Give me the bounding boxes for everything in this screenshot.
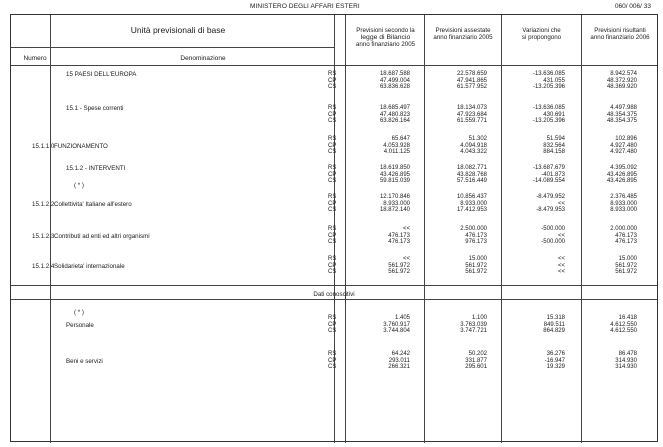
- row-value: 15.000: [618, 256, 637, 262]
- row-value: 18.687.588: [379, 71, 410, 77]
- row-value: 65.647: [391, 136, 410, 142]
- header-split-line: [11, 47, 335, 48]
- row-value: 4.043.322: [460, 149, 487, 156]
- row-type-code: RS: [328, 256, 337, 262]
- row-value: 331.877: [465, 357, 487, 364]
- row-value: 48.372.920: [606, 77, 637, 84]
- header-bottom-line: [11, 65, 657, 66]
- row-value: 86.478: [618, 351, 637, 357]
- row-value: 18.134.073: [456, 105, 487, 111]
- row-value: 4.094.918: [460, 142, 487, 149]
- row-type-code: RS: [328, 194, 337, 200]
- row-value: 43.426.895: [606, 171, 637, 178]
- row-value: -13.205.396: [532, 118, 565, 125]
- row-value: 561.972: [465, 262, 487, 269]
- divider-numero: [50, 15, 51, 443]
- row-value: 61.577.952: [456, 84, 487, 91]
- row-label: 15.1 - Spese correnti: [66, 105, 124, 112]
- row-type-code: CS: [328, 328, 337, 335]
- row-type-code: CP: [328, 200, 337, 207]
- row-label: Beni e servizi: [66, 357, 103, 365]
- dati-top-line: [11, 285, 657, 286]
- col4-header: Previsioni risultanti anno finanziario 2006: [590, 27, 650, 41]
- row-value: 561.972: [465, 269, 487, 276]
- row-label: FUNZIONAMENTO: [54, 142, 108, 150]
- row-value: 43.426.895: [606, 178, 637, 185]
- row-value: 561.972: [615, 262, 637, 269]
- row-value: 43.828.768: [456, 171, 487, 178]
- row-value: 48.354.375: [606, 118, 637, 125]
- row-value: 18.619.850: [379, 165, 410, 171]
- row-value: 1.405: [394, 315, 410, 321]
- row-value: -13.636.085: [532, 71, 565, 77]
- row-value: 864.829: [543, 328, 565, 335]
- row-value: 18.872.140: [379, 207, 410, 214]
- row-value: 3.763.039: [460, 321, 487, 328]
- row-number: 15.1.2.3: [32, 232, 55, 240]
- ministry-title: MINISTERO DEGLI AFFARI ESTERI: [250, 3, 360, 10]
- row-value: <<: [557, 256, 565, 262]
- row-value: 476.173: [615, 232, 637, 239]
- row-value: -8.479.952: [536, 194, 565, 200]
- row-value: 4.927.480: [610, 149, 637, 156]
- row-value: 2.500.000: [460, 226, 487, 232]
- row-value: -13.636.085: [532, 105, 565, 111]
- row-value: 18.685.497: [379, 105, 410, 111]
- row-value: 849.511: [543, 321, 565, 328]
- row-value: 63.826.164: [379, 118, 410, 125]
- row-type-code: CS: [328, 364, 337, 371]
- row-label: 15.1.2 - INTERVENTI: [66, 165, 126, 172]
- row-value: <<: [557, 232, 565, 239]
- row-value: 431.055: [543, 77, 565, 84]
- row-value: 561.972: [388, 262, 410, 269]
- row-value: 476.173: [388, 232, 410, 239]
- row-value: 476.173: [388, 239, 410, 246]
- row-type-code: CP: [328, 232, 337, 239]
- row-value: -13.205.396: [532, 84, 565, 91]
- row-value: 4.053.928: [383, 142, 410, 149]
- row-value: -8.479.953: [536, 207, 565, 214]
- row-value: 3.744.804: [383, 328, 410, 335]
- row-value: -401.873: [541, 171, 565, 178]
- row-value: 4.497.988: [610, 105, 637, 111]
- row-value: 3.760.917: [383, 321, 410, 328]
- row-value: 561.972: [388, 269, 410, 276]
- row-value: <<: [557, 200, 565, 207]
- row-value: 476.173: [465, 232, 487, 239]
- row-value: 4.395.092: [610, 165, 637, 171]
- row-type-code: CS: [328, 207, 337, 214]
- row-type-code: RS: [328, 71, 337, 77]
- row-value: 17.412.953: [456, 207, 487, 214]
- denominazione-header: Denominazione: [180, 55, 226, 62]
- row-type-code: CS: [328, 269, 337, 276]
- row-type-code: CS: [328, 84, 337, 91]
- row-value: <<: [557, 262, 565, 269]
- row-value: 4.011.125: [383, 149, 410, 156]
- numero-header: Numero: [23, 55, 47, 62]
- row-type-code: RS: [328, 315, 337, 321]
- row-value: 561.972: [615, 269, 637, 276]
- row-value: 59.815.039: [379, 178, 410, 185]
- row-type-code: CP: [328, 321, 337, 328]
- row-value: 15.318: [546, 315, 565, 321]
- row-value: <<: [402, 256, 410, 262]
- row-value: 8.933.000: [383, 200, 410, 207]
- row-value: 314.930: [615, 357, 637, 364]
- row-value: 48.354.375: [606, 111, 637, 118]
- row-value: 976.173: [465, 239, 487, 246]
- row-value: 8.942.574: [610, 71, 637, 77]
- row-value: 476.173: [615, 239, 637, 246]
- row-value: 47.480.823: [379, 111, 410, 118]
- row-value: -500.000: [541, 239, 565, 246]
- row-value: 8.933.000: [460, 200, 487, 207]
- row-value: 43.426.895: [379, 171, 410, 178]
- row-value: -14.089.554: [532, 178, 565, 185]
- row-label: 15 PAESI DELL'EUROPA: [66, 71, 137, 78]
- col1-header: Previsioni secondo la legge di Bilancio anno finanziario 2005: [355, 27, 416, 48]
- row-value: 1.100: [471, 315, 487, 321]
- row-value: 102.896: [615, 136, 637, 142]
- col2-header: Previsioni assestate anno finanziario 2005: [433, 27, 493, 41]
- row-value: 8.933.000: [610, 207, 637, 214]
- row-value: 47.923.684: [456, 111, 487, 118]
- row-label: Collettivita' Italiane all'estero: [54, 200, 132, 208]
- row-label: Personale: [66, 321, 94, 329]
- row-value: 51.302: [468, 136, 487, 142]
- row-value: 2.376.485: [610, 194, 637, 200]
- row-type-code: RS: [328, 136, 337, 142]
- row-value: 4.612.550: [610, 321, 637, 328]
- row-value: 18.082.771: [456, 165, 487, 171]
- row-value: 8.933.000: [610, 200, 637, 207]
- row-value: 51.594: [546, 136, 565, 142]
- row-value: 57.516.449: [456, 178, 487, 185]
- row-type-code: CP: [328, 77, 337, 84]
- row-value: 293.011: [388, 357, 410, 364]
- row-value: 47.941.865: [456, 77, 487, 84]
- row-value: -13.687.679: [532, 165, 565, 171]
- row-value: 50.202: [468, 351, 487, 357]
- row-value: 832.564: [543, 142, 565, 149]
- row-number: 15.1.1.0: [32, 142, 55, 150]
- row-value: 61.559.771: [456, 118, 487, 125]
- row-type-code: CS: [328, 118, 337, 125]
- row-type-code: CS: [328, 239, 337, 246]
- row-value: -500.000: [541, 226, 565, 232]
- row-value: 64.242: [391, 351, 410, 357]
- row-type-code: RS: [328, 105, 337, 111]
- row-value: 4.612.550: [610, 328, 637, 335]
- row-value: 19.329: [546, 364, 565, 371]
- row-value: 4.927.480: [610, 142, 637, 149]
- row-value: 10.856.437: [456, 194, 487, 200]
- page-reference: 060/ 006/ 33: [614, 3, 651, 10]
- row-value: 3.747.721: [460, 328, 487, 335]
- row-value: 295.601: [465, 364, 487, 371]
- row-value: 266.321: [388, 364, 410, 371]
- dati-bottom-line: [11, 299, 657, 300]
- row-value: 16.418: [618, 315, 637, 321]
- row-type-code: RS: [328, 165, 337, 171]
- row-value: 15.000: [468, 256, 487, 262]
- row-value: <<: [557, 269, 565, 276]
- row-value: -16.947: [544, 357, 565, 364]
- col3-header: Variazioni che si propongono: [521, 27, 562, 41]
- row-value: 36.276: [546, 351, 565, 357]
- row-number: 15.1.2.4: [32, 262, 55, 270]
- row-value: 22.578.659: [456, 71, 487, 77]
- table-title: Unità previsionali di base: [130, 25, 226, 35]
- row-value: 12.170.846: [379, 194, 410, 200]
- footnote-marker: ( * ): [74, 309, 84, 316]
- row-type-code: CP: [328, 111, 337, 118]
- row-value: 47.499.004: [379, 77, 410, 84]
- row-type-code: CP: [328, 357, 337, 364]
- row-value: 884.158: [543, 149, 565, 156]
- row-value: 314.930: [615, 364, 637, 371]
- dati-conoscitivi-label: Dati conoscitivi: [313, 291, 355, 298]
- row-type-code: CS: [328, 178, 337, 185]
- row-value: 48.369.920: [606, 84, 637, 91]
- row-type-code: CP: [328, 262, 337, 269]
- row-type-code: CS: [328, 149, 337, 156]
- row-number: 15.1.2.2: [32, 200, 55, 208]
- row-type-code: RS: [328, 226, 337, 232]
- row-value: <<: [402, 226, 410, 232]
- row-type-code: CP: [328, 171, 337, 178]
- footnote-marker: ( * ): [74, 182, 84, 189]
- row-label: Contributi ad enti ed altri organismi: [54, 232, 150, 240]
- row-value: 2.000.000: [610, 226, 637, 232]
- row-value: 63.836.628: [379, 84, 410, 91]
- budget-table: [10, 14, 658, 442]
- row-type-code: CP: [328, 142, 337, 149]
- row-label: Solidarieta' internazionale: [54, 262, 125, 270]
- page-header: [0, 3, 663, 13]
- row-value: 430.691: [543, 111, 565, 118]
- row-type-code: RS: [328, 351, 337, 357]
